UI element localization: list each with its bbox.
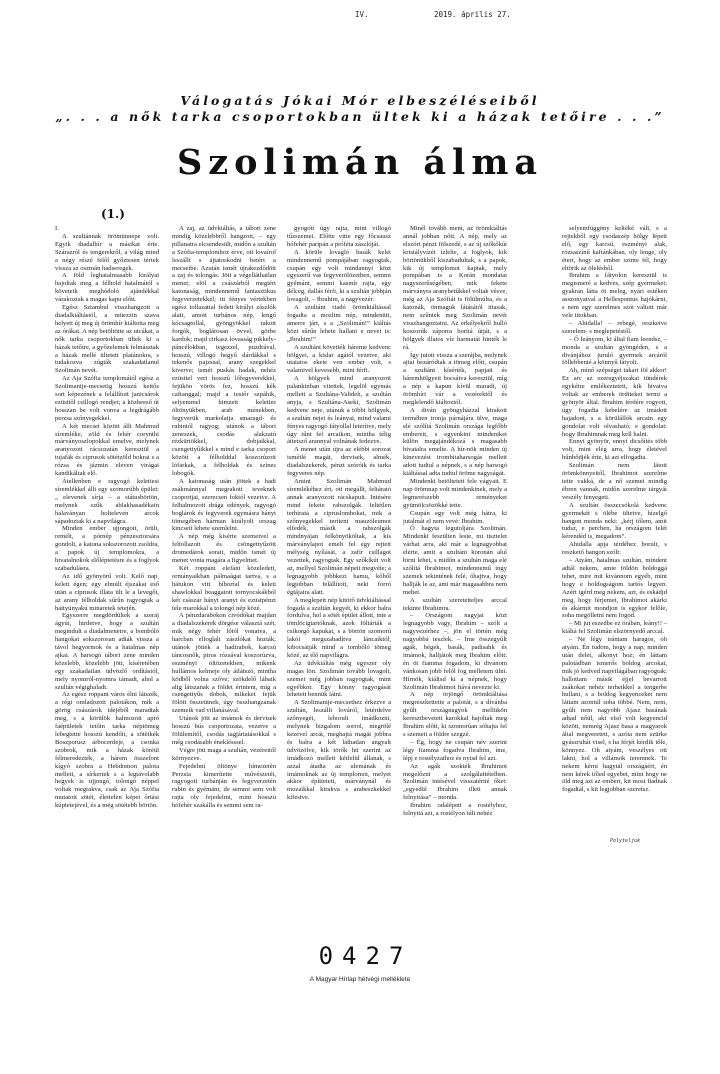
paragraph: A nép örjöngő örömkiáltása megreszkettette a palotát, s a dívánba gyűlt országnagyok mellükön keresztbevetett karokkal hajoltak meg Ibrahim előtt, ki szomorúan sóhajta fel s szemeit a földre szegzé.: [403, 691, 507, 738]
paragraph: Végre jött maga a szultán, vezéreitől környezve.: [172, 746, 276, 762]
paragraph: Az idő gyönyörű volt. Kelő nap, keleti égen; egy elmúlt éjszakai eső után a ciprusok illata ült le a levegőt, az arany félholdak sűrűn ragyogtak a hattyúnyakú minaretek tetején.: [55, 572, 159, 612]
paragraph: A szultán szeretetteljes arccal tekinte Ibrahimra.: [403, 596, 507, 612]
paragraph: selyemfüggöny keltéké vált, s a rejtekből egy csodaszép hölgy lépett elő, egy karcsú, eszményi alak, rózsaszínű kaftánkában, oly lenge, oly éteri, hogy az ember szinte fél, hogy eltörik az ölelésből.: [562, 225, 667, 272]
paragraph: A hölgyek mind aranyozott palankinban vitettek, legelöl egymás mellett a Szultána-Valideh, a szultán anyja, s Szultána-Aseki, Szolimán kedvenc neje, utánuk a többi hölgyek, a szultán nejei és leányai, mind valami fényes ragyogó fátyollal leterítve, mely úgy tűnt fel arcaikon, mintha télig áttetsző arannyal volnának fedezve.: [287, 375, 391, 446]
article-title: Szolimán álma: [176, 142, 544, 183]
kicker-line-1: Válogatás Jókai Mór elbeszéléseiből: [180, 93, 540, 108]
paragraph: Az üdvkiáltás még egyszer oly magas lön. Szolimán tovább lovagolt, szemei még jobban ragyogtak, mint egyébkor. Egy könny ragyogását lehetett bennük látni.: [287, 659, 391, 699]
paragraph: Ibrahim a fátyolon keresztül is megismeré a kedves, szép gyermeket; gyakran látta öt meleg, nyári estéken asszonyaival a Hellespontus hajókárni, s nem egy szerelmes szót váltott már vele titokban.: [562, 272, 667, 319]
paragraph: Két roppant elefánt közeledett, ormányaikban pálmaágat tartva, s a hátukon vitt bíborral és keleti shawlokkal beaggatott tornyocskákból két császár hányt aranyt és ezüstpénzt tele marokkal a tolongó nép közé.: [172, 564, 276, 612]
paragraph: Ennyi gyönyör, ennyi dicsőítés több volt, mint elég arra, hogy életével bűnhődjék érte, ki azt elfogadta.: [562, 438, 667, 462]
paragraph: I.: [55, 225, 59, 232]
paragraph: Átellenben e ragyogó keletiesi síremlékkel állt egy szomorúbb épület: „ elevenek sírja – a státusbörtön, melynek szűk ablakhasadékain halaványan holteleven arcok sápadoztak ki a napvilágra.: [55, 478, 159, 525]
paragraph: Az Aja Szófia templomától egész a Szolimanije-mecsetig hosszú kettős sort képezének a felállított janicsárok ezüsttől csillogó rendjei; a közbeeső út hosszan be volt vonva a legdrágább perzsa szőnyegekkel.: [55, 375, 159, 422]
supplement-footer: A Magyar Hírlap hétvégi melléklete: [309, 976, 411, 983]
paragraph: Ah, mínő szépséget takart föl akkor! Ez arc az ezeregyéjszakai tündérek egykéire emlékeztetett, kik hivatva voltak az emberek örditeket termi a gyönyör által. Ibrahim térdére rogyott, úgy fogadta kebelére az imádott hajadont, s a körülállók arcain egy gondolat volt olvasható; e gondolat: hogy Ibrahimnak meg kell halni.: [562, 367, 667, 438]
paragraph: Így jutott vissza a szerájba, melynek ajtai bezáródtak a tömeg előtt, csupán a szultánt kísérték, papjait és háremhölgyeit bocsátva keresztül, míg a nép a kapun kívül maradt, új örömhírt vár a vezérektől és meglelendő kiáltoztól.: [403, 351, 507, 406]
paragraph: A szultán összecsókolá kedvenc gyermekét s ölébe ültetve, hízelgő hangon monda neki: „kérj tőlem, amit tudsz, e percben, ha országom felét kérendéd is, megadom”.: [562, 501, 667, 541]
paragraph: Utánok jött az imámok és dervisek hosszú bús csoportozata, vezetve a fölülemítől, csodás tagjártatásokkal s még csodásabb éneklésssel.: [172, 715, 276, 746]
text-column-5: [562, 225, 667, 795]
paragraph: A szultánnak örömünnepe volt. Egyik diadalhír a másikat érte. Szárazról és tengerekről, a világ mind a négy részé felől győztesen tértek vissza az oszmán hadseregek.: [55, 232, 159, 272]
paragraph: Ő hagyta legutoljára Szolimán. Mindenki feszülten leste, mi tisztelet várhat arra, aki már a legnagyobbat elérte, amit a szultáni koronán alul birni lehet, s midőn a szultán maga elé szólítá Ibrahimot, mindennemű ingy szemek tekintének felé, óhajtva, hogy hallják le az, ami már magasabbra nem mehet.: [403, 525, 507, 596]
paragraph: gyogott úgy rajta, mint villogó tűzszemei. Előtte vitte egy főcsausz hófehér paripán a próféta zászlóját.: [287, 225, 391, 248]
paragraph: Amint Szolimán Mahmud síremlékéhez ért, ott megállt, feltárató annak aranyozott rácskapuit. Intésére mind fekete rabszolgák feltétlen terhiratá a cipruslombokat, mik a szőnyegekkel terítent mauzóleumot elfedék, másik a rabszolgák mindnyájan felkönyököltak, a kis márványlapot emelt fel egy rejtett mélység nyílását, a zafír csillagot vezettek, ragyogtak. Egy szőkíkút volt az, mellyel Szolimán népeit megvéte; a legnagyobb jobbkezi hamu, kőből legjobban felállított, neki forró égtájaira alatt.: [287, 478, 391, 596]
paragraph: A szultánt követték háreme kedvenc hölgyei, a kislar agától vezetve, aki utaiatos ekete ven ember volt, s valamivel kevesebb, mint férfi.: [287, 343, 391, 375]
paragraph: A menet után újra az elébbi sorozat ismétlé magát, dervisek, almék, diadalszekerek, pénzt szóróik és tarka fegyveres nép.: [287, 446, 391, 478]
paragraph: – Atyám, hatalmas szultán, mindent adtál nekem, amie földön boldoggá tehet, mire mit kivánnom egyéb, mint hogy e boldogságom tartós legyen. Azért igérd meg nekem, azt, és eskádjd meg, hogy férjemet, Ibrahimot akárki és akármit mondjon is egykor felőle, soha megölletni nem fogod.: [562, 557, 667, 620]
text-column-1: [55, 225, 159, 810]
paragraph: A katonaság után jöttek a hadi zsákmánnyal megrakott teveknek csoportjai, szerecsen foktól vezetve. A felhalmozott drága edények, ragyogó boglárok és fegyverek egymásra hányt tömegében hárman királyolt orszag kincseit lehete szemlelni.: [172, 478, 276, 533]
issue-date: 2019. április 27.: [434, 10, 511, 19]
paragraph: A körüle lovagló basák kelet mindennemű pompájában ragyogtak, csupán egy volt mindannyi közt egyszerű vas fegyverölözetben, semmi gyémánt, semmi kasmír rajta, egy délceg, dallás férfi, ki a szultán jobbján lovagolt, – Ibrahim, a nagyvezér.: [287, 248, 391, 304]
paragraph: Minden ember ujjongott, örült, remélt, a pórnép pénzesztorsára gondolt, a katona sokszorozott zsoldra, a papok új templomokra, a hivatalnokok előléptetésre és a foglyok szabadulásra.: [55, 525, 159, 572]
paragraph: – Ahidalla! – rebegé, reszketve szerelem- s meglepetéstől.: [562, 319, 667, 335]
text-column-4: [403, 225, 507, 818]
paragraph: A Szolimanije-mecsethez érkezve a szultán, leszállt lováról, letérdelve szőnyegét, leborult imádkozni, melynek bizgalom sorrol, megrölé kezével arcát, meghajtá magát jobbra és balra a két láthatlan angyalt üdvözölve, kik törők hit szerint az imádkozó mellett kétfelül állanak, s azzal átadta az ulemának és imámoknak az új templomot, melyet akkor építtetett, márványnál és mozaikkal kirakva s arabeszkekkel kifestve.: [287, 699, 391, 802]
illustration-credit: Polyteljuk: [610, 838, 641, 844]
paragraph: A pénzdarabokon civódókat majdan a diadalszekerek dörgése választá szét, mik négy fehér lótól vonatva, a harcban elfoglalt zászlókat hozták; utánok jöttek a hadirabok, karcsú táncosnők, piros rózsával koszorúzva, eszményi öltözetekben, mikenk hullámos kelmeje oly átlátszó, mintha ködből volna szőve; szökdelő lábaik alig látszanak a földet érinteni, míg a csengettyűs dobok, mikeket fejük fölött összeütnek, úgy összhangzanak szemeik vad villanásával.: [172, 612, 276, 715]
paragraph: Csupán egy volt még hátra, ki jutalmát el nem vevé: Ibrahim.: [403, 509, 507, 525]
paragraph: A két mecset között állt Mahmud síremléke, zöld és fehér corynthi márványoszlopokkal emelve, melynek aranyozott rácsozatán keresztül a tujafák és ciprusok sötétzöld bokrai s a rózsa és jázmin eleven virágai kandikáltak elő.: [55, 422, 159, 478]
paragraph: A föld leghatalmasabb királyai hajoltak meg a félhold hatalmától s követeik meghódoló ajándékkal várakoztak a magas kapu előtt.: [55, 272, 159, 304]
paragraph: Mindenki betöltetett fele vágyait. E nap örömnap volt mindenkinek, mely a legmerészebb reményeket gyümölcsözökké tette.: [403, 478, 507, 509]
paragraph: Ibrahim odalépett a rostélyhoz, felnyitá azt, a rostélyon túli nehéz: [403, 802, 507, 818]
paragraph: Az egész roppant város élni látszék, a régi omladozott palotákon, mik a görög császárok idejéből maradtak meg, s a körülök halmozott apró faépületek tetőin tarka néptömeg lebegtette hosszú kendőit, a sötétkék Boszporusz árbocerdeje, a csonka szobrok, mik a házak köréül félmeredezték, a hárem összefont kígyó szobra a Hebdomon palota mellett, a sírkertek s a legtávolabb hegyek is ujjongó, tolongó néppel voltak megrakva, csak az Aja Szófia mutatott sötét, élettelen képet óriási kúptetejével, és a még sötétebb börtön.: [55, 691, 159, 810]
paragraph: – Ég, hogy ne csupán név szerint légy fiammá fogadva Ibrahim, íme, lépj e rostélyzathoz és nyisd fel azt.: [403, 738, 507, 762]
paragraph: A szultánt riadó örömkiáltással fogadta a mozlim nép, mindenütt, amerre járt, s a „Szolimán!” kiáltás közt sűrűn lehete hallani e nevet is: „Ibrahim!”: [287, 304, 391, 343]
paragraph: A zaj, az üdvkiáltás, a tábori zene mindig közelebbről hangzott, – egy pillanatra elcsendesült, midőn a szultán a Szófia-templomhoz érve, ott lovaírol leszállt s ájtatoskodni betért a mecsetbe. Azután ismét újrakezdődött a zaj és tolongás. Jött a végelláthatlan menet; elöl a császárból megtért katonaság, mindennemű fantasztikus fegyverzetekkel; itt fényes vértekben egész tollazattal fedett királyi zászlók alatt, amott turbános nép, lengő kócsagtollal, gyöngyökkel rakott forgók, boglárosan övvel, görbe kardok; majd cirkasz lovasság pikkely-páncélokban, tegezzel, puzdrával, hosszú, villogó hegyű dárdákkal s tekenős pajzssal, arany szegekkel kiverve; ismét puskás hadak, nehéz ezüsttel vert hosszú lőfegyverekkel, fejükön vörös fez, hosszú kék caftanggal; majd a testőr szpáhik, selyemmel himzett keleties öltönyükben, arab ménekben, fegyverük markolatja smaragd- és rubintól ragyog; utánok a tábori zeneszek, csodás alakzatú rézkürtökkel, dobjaikkal, csengettyűikkel s mind e tarka csoport között a félholddal koszorúzott lófarkak, a félholdak és színes lobogók.: [172, 225, 276, 478]
paragraph: – Ne légy irántam haragos, oh atyám. Én tudom, hogy a nap, minden után delet, alkonyt hoz; én láttam palotádban ismerős boldog arcokat, mik jó kedved napvilágában ragyogtak; hallottam másik éjjel bevarrott zsákokat nehéz terheikkel a tengerbe hullani, s a boldog kegyenceket nem láttam azontúl soha többé. Nem, nem, gyűlt nem nagyobb Ajasz basának adtad nőül, aki első volt kegyencid között, nemrég Ajasz basa a magyarok által megveretett, s azóta nem szürke gyászruhát visel, s ha férjét kérdik tőle, könnyez. Oh atyám, veszélyes ott lakni, hol a villámok teremnek. Te nekem kérni hagytál országáért, én nem kérek tőled egyebet, mint hogy ne öld meg azt az embert, kit most fiadnak fogadtál, s kit legjobban szeretsz.: [562, 636, 667, 794]
paragraph: A meglepett nép kitörő üdvkiáltással fogadá a szultán kegyét, ki ekkor balra fordulva, hol a sötét épület állott, inte a tömlöcigtartóknak, azok föltárták a csikorgó kapukat, s a börtön szomorú lakói megszabadítva láncaiktól, kibocsátják mind a tombóló tömeg közé, az élő napvilágra.: [287, 596, 391, 659]
paragraph: – Ő leányom, ki által fiam leendsz, – monda a szultán gyöngéden, s a divánjához juruló gyermek arcáról föllebbenté a könnyű fátyolt.: [562, 335, 667, 367]
part-number: (1.): [101, 207, 125, 221]
paragraph: A diván gyöngyházzal kirakott termében tronja párnájára ülve, maga elé szólítá Szolimán országa legfőbb embereit, s egyenkint mindeniket külön megajándékozá s magasabb hivatalra emelte. A hír-nök minden új kinevezést trombitaharsogás mellett adott tudtul a népnek, s a nép harsogó kiáltással adta tudtul öröme nagyságát.: [403, 406, 507, 478]
text-column-2: [172, 225, 276, 810]
paragraph: Az agák szokték Ibrahimot megelőzni a szolgálattételben. Szolimán intésével visszatérité őket: „egyedül Ibrahim illeti annak felnyitása” – monda.: [403, 762, 507, 802]
text-column-3: [287, 225, 391, 802]
paragraph: A nép még kisérte szemeivel a feltollazott és csöngettyűzött dromedárok sorait, midőn ismét új menet vonta magára a figyelmet.: [172, 533, 276, 565]
paragraph: Minél tovább ment, az örömkiáltás annál jobban nőtt. A nép, mely az elszórt pénzt fölszedé, s az új szőkőkút kristályvízét ízlelte, a foglyok, kik börtönükből kiszabadultak, s a papok, kik új templomot kaptak, mely pompában is a Korán mondatai nagyszerűségében, mik fekete márványra aranybetűkkel voltak vésve, még az Aja Szófiát is fölülmúlta, és a katonák, önmaguk látásától ittasak, nem szűntek meg Szolimán nevét visszhangoztatni. Az erkélyekről hulló koszorúk záporra borítá útját, s a hölgyek illatos víz harmatát hinték le rá.: [403, 225, 507, 351]
issue-number: IV.: [355, 10, 369, 19]
paragraph: Egyszerre megdördültek a szeráj ágyúi, hirdetve, hogy a szultán megindult a diadalmenetre, a bombóló hangokat sokszorosan adták vissza a távol hegyormok és a hatalmas nép ajkai. A harsogó tábori zene minden közelebb, közelebb jött, kíséretében egy szakadatlan üdvözlő ordítástól, mely nyomról-nyomra támadt, ahol a szultán végighaladt.: [55, 612, 159, 691]
paragraph: – Mi jut eszedbe ez órában, leány!! – kiáltá fel Szolimán elszörnyedő arccal.: [562, 620, 667, 636]
paragraph: Fejedelmi öltönye hímezetén Perzsia kimerítette művészetét, ragyogott turbánján és fegyverzetén rubin és gyémánt, de semmi sem volt rajta oly fejedelmi, mint hosszú hófehér szakálla és semmi sem ra-: [172, 762, 276, 810]
page-number: 0427: [318, 942, 413, 970]
paragraph: Szolimán nem látott örömkönnyeitől, Ibrahimot szerelme tette vakká, de a nő szemei mindig ébren vannak, midőn szerelme tárgyát veszély fenyegeti.: [562, 462, 667, 501]
kicker-line-2: „. . . a nők tarka csoportokban ültek ki a házak tetőire . . .”: [55, 109, 665, 124]
paragraph: Egész Sztambul visszhangzott a diadalkiáltástól, a müezzin szava helyett új meg új örömhír kiáltotta meg az órákat. A nép betöltötte az utcákat, a nők tarka csoportokban ültek ki a házak tetőire, a győzelemek felmásztak a házak mellé ültetett platánokra, s tudakozva zúgták szakadatlanul Szolimán nevét.: [55, 304, 159, 375]
paragraph: – Országom nagyjai közt legnagyobb vagy, Ibrahim – szólt a nagyvezérhez –, jön el történ még nagyobbá teszlek. – Íme összegyűlt agák, bégek, basák, padisahk és imámok, halljátok meg Ibrahim előtt; én öt fiamma fogadom, ki divánom vánkosan jobb felől fog melletem ülni. Hírnök, kiáltsd ki a népnek, hogy Szolimán Ibrahimot fiává nevezte ki.: [403, 612, 507, 691]
paragraph: Ahidalla apja térdéhez borult, s reszkető hangon szólt:: [562, 541, 667, 557]
